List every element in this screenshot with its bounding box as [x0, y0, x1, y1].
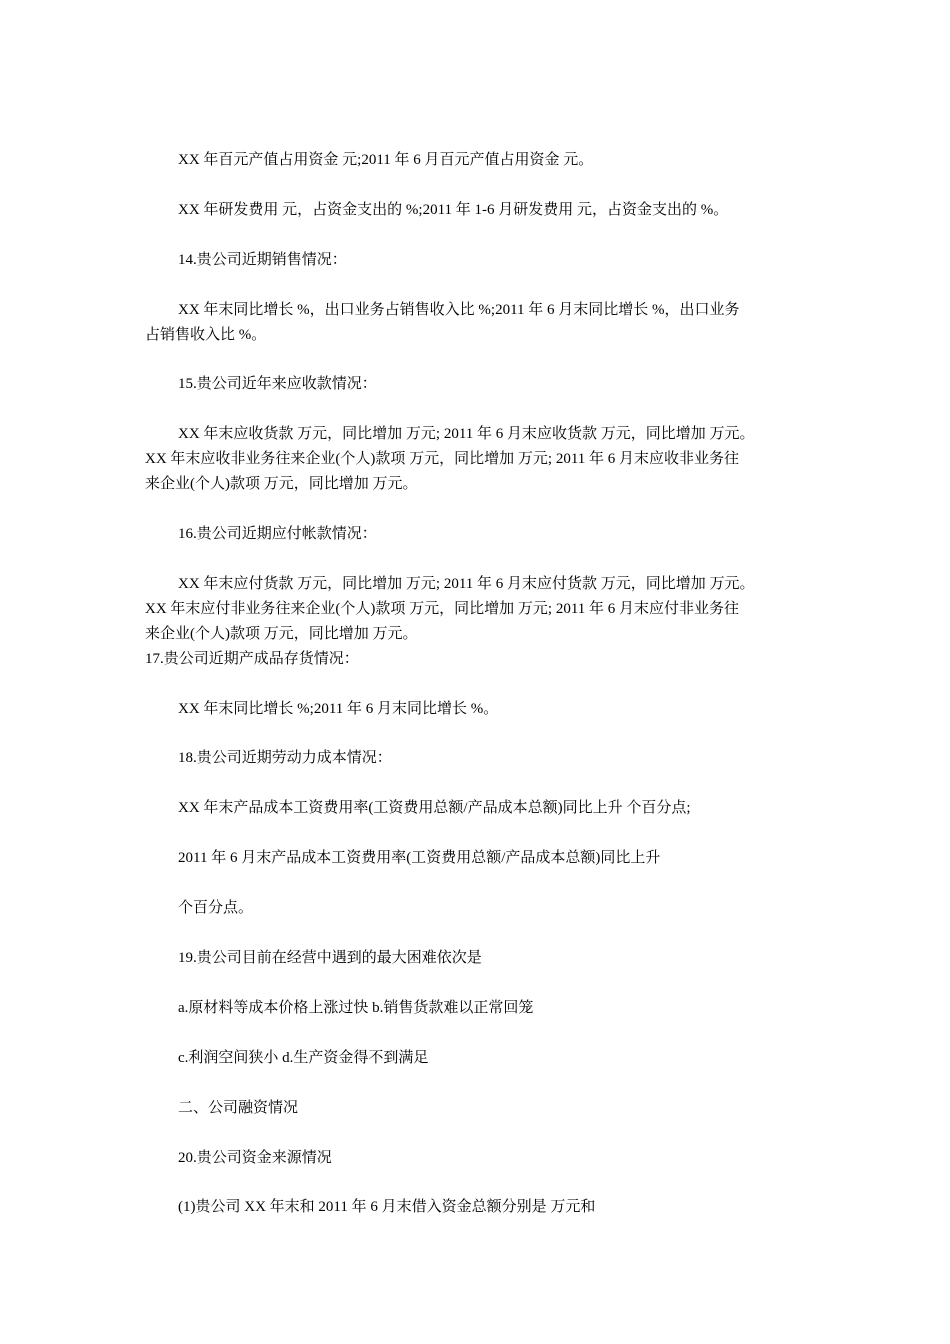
question-20-heading: 20.贵公司资金来源情况 — [178, 1150, 332, 1166]
section-2-heading: 二、公司融资情况 — [178, 1100, 299, 1116]
paragraph-rd-expense: XX 年研发费用 元，占资金支出的 %;2011 年 1-6 月研发费用 元，占资金支出的 %。 — [178, 202, 729, 218]
paragraph-payables-line-1: XX 年末应付货款 万元，同比增加 万元; 2011 年 6 月末应付货款 万元，同比增加 万元。 — [178, 576, 755, 592]
paragraph-payables-line-2: XX 年末应付非业务往来企业(个人)款项 万元，同比增加 万元; 2011 年 6 月末应付非业务往 — [145, 601, 740, 617]
question-19-heading: 19.贵公司目前在经营中遇到的最大困难依次是 — [178, 950, 482, 966]
question-15-heading: 15.贵公司近年来应收款情况： — [178, 376, 377, 392]
paragraph-receivables-line-1: XX 年末应收货款 万元，同比增加 万元; 2011 年 6 月末应收货款 万元，同比增加 万元。 — [178, 426, 755, 442]
paragraph-borrowed-funds: (1)贵公司 XX 年末和 2011 年 6 月末借入资金总额分别是 万元和 — [178, 1199, 596, 1215]
paragraph-inventory: XX 年末同比增长 %;2011 年 6 月末同比增长 %。 — [178, 701, 499, 717]
paragraph-receivables-line-2: XX 年末应收非业务往来企业(个人)款项 万元，同比增加 万元; 2011 年 6 月末应收非业务往 — [145, 451, 740, 467]
paragraph-sales-line-2: 占销售收入比 %。 — [145, 327, 267, 343]
paragraph-receivables-line-3: 来企业(个人)款项 万元，同比增加 万元。 — [145, 476, 418, 492]
question-18-heading: 18.贵公司近期劳动力成本情况： — [178, 750, 392, 766]
paragraph-labor-cost-line-2: 2011 年 6 月末产品成本工资费用率(工资费用总额/产品成本总额)同比上升 — [178, 850, 661, 866]
options-c-d: c.利润空间狭小 d.生产资金得不到满足 — [178, 1050, 429, 1066]
paragraph-sales-line-1: XX 年末同比增长 %，出口业务占销售收入比 %;2011 年 6 月末同比增长 %，出口业务 — [178, 302, 740, 318]
question-16-heading: 16.贵公司近期应付帐款情况： — [178, 526, 377, 542]
paragraph-labor-cost-line-1: XX 年末产品成本工资费用率(工资费用总额/产品成本总额)同比上升 个百分点; — [178, 800, 691, 816]
paragraph-payables-line-3: 来企业(个人)款项 万元，同比增加 万元。 — [145, 626, 418, 642]
paragraph-capital-per-output: XX 年百元产值占用资金 元;2011 年 6 月百元产值占用资金 元。 — [178, 152, 594, 168]
options-a-b: a.原材料等成本价格上涨过快 b.销售货款难以正常回笼 — [178, 1000, 534, 1016]
question-17-heading: 17.贵公司近期产成品存货情况： — [145, 651, 359, 667]
paragraph-labor-cost-line-3: 个百分点。 — [178, 900, 254, 916]
question-14-heading: 14.贵公司近期销售情况： — [178, 252, 347, 268]
